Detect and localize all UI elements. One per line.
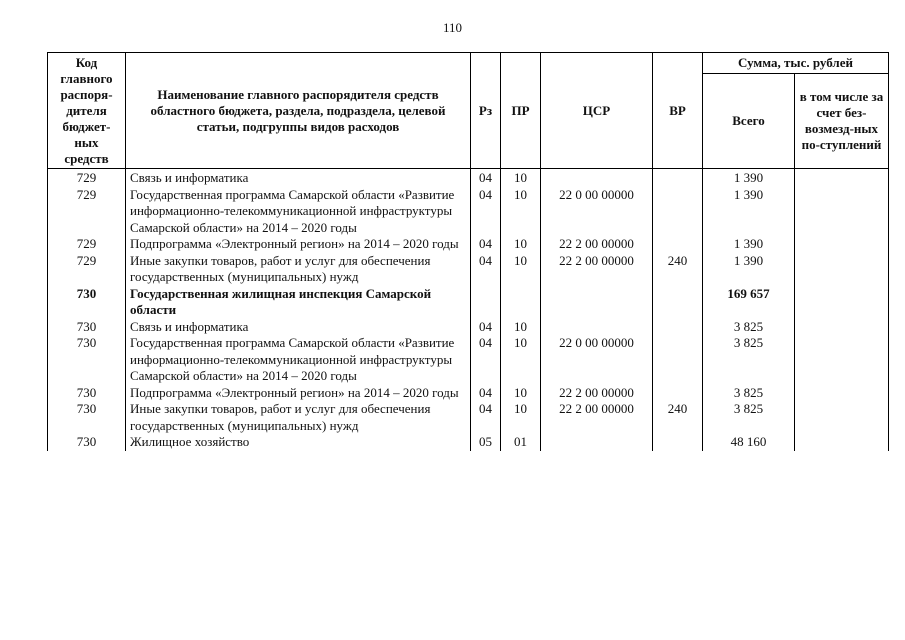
- cell-name: Жилищное хозяйство: [126, 434, 471, 451]
- cell-vr: 240: [653, 401, 703, 434]
- cell-pr: 10: [501, 253, 541, 286]
- cell-vr: [653, 169, 703, 187]
- cell-code: 730: [48, 335, 126, 385]
- cell-pr: 10: [501, 401, 541, 434]
- cell-free: [795, 401, 889, 434]
- cell-pr: 10: [501, 187, 541, 237]
- cell-free: [795, 335, 889, 385]
- table-row: [48, 286, 889, 319]
- cell-csr: [541, 434, 653, 451]
- cell-code: 729: [48, 236, 126, 253]
- table-row: [48, 169, 889, 187]
- cell-name: Иные закупки товаров, работ и услуг для обеспечения государственных (муниципальных) нужд: [126, 253, 471, 286]
- cell-name: Иные закупки товаров, работ и услуг для обеспечения государственных (муниципальных) нужд: [126, 401, 471, 434]
- cell-name: Подпрограмма «Электронный регион» на 2014 – 2020 годы: [126, 236, 471, 253]
- cell-code: 730: [48, 385, 126, 402]
- cell-name: Связь и информатика: [126, 169, 471, 187]
- cell-vr: [653, 434, 703, 451]
- cell-rz: 04: [471, 319, 501, 336]
- cell-csr: [541, 169, 653, 187]
- cell-free: [795, 319, 889, 336]
- cell-rz: 04: [471, 236, 501, 253]
- cell-csr: [541, 319, 653, 336]
- cell-rz: [471, 286, 501, 319]
- table-row: [48, 319, 889, 336]
- page-number: 110: [442, 20, 463, 35]
- header-rz: Рз: [471, 53, 501, 169]
- cell-total: 1 390: [703, 169, 795, 187]
- cell-total: 3 825: [703, 335, 795, 385]
- cell-pr: 10: [501, 319, 541, 336]
- cell-csr: 22 2 00 00000: [541, 401, 653, 434]
- budget-table: [47, 52, 889, 451]
- cell-csr: 22 2 00 00000: [541, 253, 653, 286]
- cell-pr: 10: [501, 236, 541, 253]
- header-sum-group: Сумма, тыс. рублей: [703, 53, 889, 74]
- table-row: [48, 187, 889, 237]
- cell-total: 169 657: [703, 286, 795, 319]
- cell-pr: 01: [501, 434, 541, 451]
- cell-name: Государственная программа Самарской области «Развитие информационно-телекоммуникационной инфраструктуры Самарской области» на 2014 – 2020 годы: [126, 335, 471, 385]
- cell-rz: 04: [471, 401, 501, 434]
- cell-total: 1 390: [703, 253, 795, 286]
- cell-total: 48 160: [703, 434, 795, 451]
- cell-name: Государственная жилищная инспекция Самарской области: [126, 286, 471, 319]
- cell-pr: 10: [501, 335, 541, 385]
- cell-csr: 22 0 00 00000: [541, 187, 653, 237]
- table-row: [48, 253, 889, 286]
- table-row: [48, 385, 889, 402]
- cell-csr: 22 2 00 00000: [541, 385, 653, 402]
- cell-total: 3 825: [703, 385, 795, 402]
- header-pr: ПР: [501, 53, 541, 169]
- header-vr: ВР: [653, 53, 703, 169]
- cell-vr: 240: [653, 253, 703, 286]
- cell-free: [795, 434, 889, 451]
- cell-code: 730: [48, 401, 126, 434]
- cell-rz: 04: [471, 253, 501, 286]
- table-header: [48, 53, 889, 169]
- cell-rz: 04: [471, 385, 501, 402]
- cell-total: 1 390: [703, 187, 795, 237]
- table-body: [48, 169, 889, 451]
- cell-free: [795, 253, 889, 286]
- cell-vr: [653, 236, 703, 253]
- table-row: [48, 335, 889, 385]
- header-code: Код главного распоря-дителя бюджет-ных средств: [48, 53, 126, 169]
- cell-free: [795, 169, 889, 187]
- cell-vr: [653, 319, 703, 336]
- cell-csr: [541, 286, 653, 319]
- cell-free: [795, 286, 889, 319]
- header-name: Наименование главного распорядителя средств областного бюджета, раздела, подраздела, целевой статьи, подгруппы видов расходов: [126, 53, 471, 169]
- cell-free: [795, 187, 889, 237]
- cell-code: 730: [48, 286, 126, 319]
- cell-free: [795, 236, 889, 253]
- cell-total: 3 825: [703, 319, 795, 336]
- cell-free: [795, 385, 889, 402]
- cell-csr: 22 2 00 00000: [541, 236, 653, 253]
- table-row: [48, 434, 889, 451]
- header-incl-free: в том числе за счет без-возмезд-ных по-ступлений: [795, 74, 889, 169]
- cell-total: 1 390: [703, 236, 795, 253]
- cell-name: Государственная программа Самарской области «Развитие информационно-телекоммуникационной инфраструктуры Самарской области» на 2014 – 2020 годы: [126, 187, 471, 237]
- cell-code: 730: [48, 319, 126, 336]
- cell-code: 729: [48, 169, 126, 187]
- cell-pr: 10: [501, 169, 541, 187]
- table-row: [48, 401, 889, 434]
- table-row: [48, 236, 889, 253]
- cell-name: Связь и информатика: [126, 319, 471, 336]
- cell-vr: [653, 286, 703, 319]
- cell-vr: [653, 187, 703, 237]
- cell-total: 3 825: [703, 401, 795, 434]
- header-csr: ЦСР: [541, 53, 653, 169]
- cell-vr: [653, 335, 703, 385]
- cell-name: Подпрограмма «Электронный регион» на 2014 – 2020 годы: [126, 385, 471, 402]
- cell-rz: 05: [471, 434, 501, 451]
- cell-csr: 22 0 00 00000: [541, 335, 653, 385]
- cell-code: 729: [48, 253, 126, 286]
- cell-code: 729: [48, 187, 126, 237]
- cell-pr: [501, 286, 541, 319]
- cell-rz: 04: [471, 187, 501, 237]
- cell-vr: [653, 385, 703, 402]
- cell-pr: 10: [501, 385, 541, 402]
- cell-rz: 04: [471, 335, 501, 385]
- header-total: Всего: [703, 74, 795, 169]
- cell-code: 730: [48, 434, 126, 451]
- cell-rz: 04: [471, 169, 501, 187]
